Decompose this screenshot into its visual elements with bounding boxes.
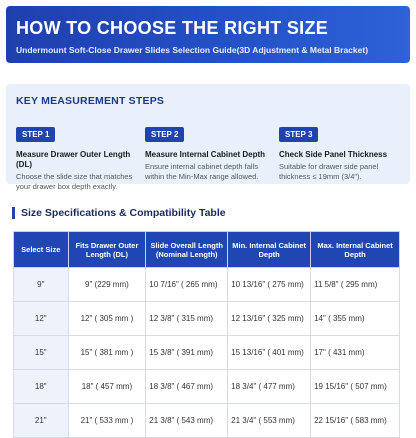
cell-slide-length: 21 3/8" ( 543 mm) (146, 404, 228, 438)
page-subtitle: Undermount Soft-Close Drawer Slides Selection Guide(3D Adjustment & Metal Bracket) (16, 45, 369, 55)
cell-drawer-length: 15" ( 381 mm ) (68, 336, 146, 370)
header-select-size: Select Size (14, 232, 69, 268)
cell-size: 15" (14, 336, 69, 370)
step-3-description: Suitable for drawer side panel thickness ≤ 19mm (3/4"). (279, 162, 379, 181)
step-3-heading: Check Side Panel Thickness (279, 150, 388, 159)
cell-drawer-length: 9" (229 mm) (68, 268, 146, 302)
cell-max-depth: 14" ( 355 mm) (311, 302, 400, 336)
step-1-heading: Measure Drawer Outer Length (DL) (16, 150, 131, 169)
cell-max-depth: 11 5/8" ( 295 mm) (311, 268, 400, 302)
table-row (14, 370, 400, 404)
cell-size: 9" (14, 268, 69, 302)
cell-size: 18" (14, 370, 69, 404)
table-header-row (14, 232, 400, 268)
header-drawer-length: Fits Drawer Outer Length (DL) (68, 232, 146, 268)
step-1-description: Choose the slide size that matches your drawer box depth exactly. (16, 172, 133, 191)
step-1 (16, 124, 142, 191)
cell-slide-length: 10 7/16" ( 265 mm) (146, 268, 228, 302)
measurement-steps-panel (6, 84, 410, 191)
cell-max-depth: 17" ( 431 mm) (311, 336, 400, 370)
cell-min-depth: 21 3/4" ( 553 mm) (228, 404, 311, 438)
header-min-depth: Min. Internal Cabinet Depth (228, 232, 311, 268)
table-row (14, 302, 400, 336)
header-banner (6, 6, 410, 63)
header-max-depth: Max. Internal Cabinet Depth (311, 232, 400, 268)
cell-drawer-length: 18" ( 457 mm) (68, 370, 146, 404)
page-title: HOW TO CHOOSE THE RIGHT SIZE (16, 18, 329, 38)
cell-slide-length: 18 3/8" ( 467 mm) (146, 370, 228, 404)
step-2-badge: STEP 2 (145, 127, 184, 142)
cell-drawer-length: 21" ( 533 mm ) (68, 404, 146, 438)
cell-max-depth: 22 15/16" ( 583 mm) (311, 404, 400, 438)
steps-section-title: KEY MEASUREMENT STEPS (16, 95, 165, 107)
cell-min-depth: 15 13/16" ( 401 mm) (228, 336, 311, 370)
cell-size: 12" (14, 302, 69, 336)
step-2-description: Ensure internal cabinet depth falls within the Min-Max range allowed. (145, 162, 259, 181)
cell-min-depth: 12 13/16" ( 325 mm) (228, 302, 311, 336)
step-3-badge: STEP 3 (279, 127, 318, 142)
step-3 (279, 124, 405, 181)
table-row (14, 268, 400, 302)
step-2 (145, 124, 271, 181)
cell-size: 21" (14, 404, 69, 438)
size-spec-table (13, 231, 400, 438)
header-slide-length: Slide Overall Length (Nominal Length) (146, 232, 228, 268)
cell-min-depth: 10 13/16" ( 275 mm) (228, 268, 311, 302)
table-row (14, 404, 400, 438)
table-row (14, 336, 400, 370)
cell-drawer-length: 12" ( 305 mm ) (68, 302, 146, 336)
cell-slide-length: 15 3/8" ( 391 mm) (146, 336, 228, 370)
cell-min-depth: 18 3/4" ( 477 mm) (228, 370, 311, 404)
table-section-title: Size Specifications & Compatibility Table (12, 207, 226, 219)
step-2-heading: Measure Internal Cabinet Depth (145, 150, 266, 159)
step-1-badge: STEP 1 (16, 127, 55, 142)
cell-max-depth: 19 15/16" ( 507 mm) (311, 370, 400, 404)
cell-slide-length: 12 3/8" ( 315 mm) (146, 302, 228, 336)
